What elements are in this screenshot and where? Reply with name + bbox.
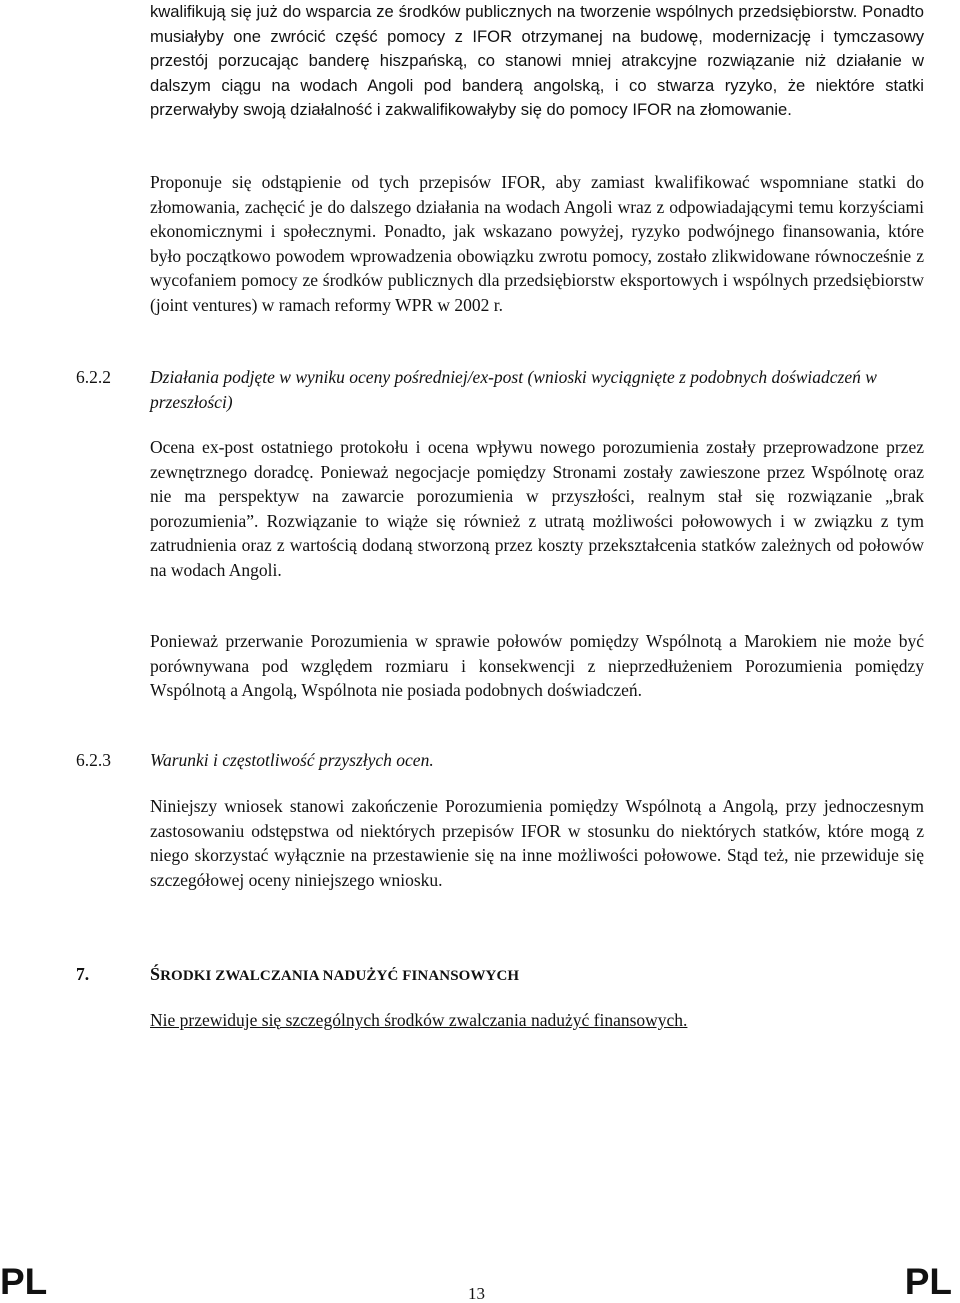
- page-number: 13: [468, 1284, 485, 1303]
- section-number-6-2-3: 6.2.3: [76, 750, 111, 770]
- anti-fraud-statement: Nie przewiduje się szczególnych środków zwalczania nadużyć finansowych.: [150, 1010, 688, 1030]
- footer-language-right: PL: [904, 1261, 952, 1302]
- section-title-7: [150, 962, 519, 989]
- section-number-6-2-2: 6.2.2: [76, 367, 111, 387]
- paragraph-future-evaluation: Niniejszy wniosek stanowi zakończenie Porozumienia pomiędzy Wspólnotą a Angolą, przy jednoczesnym zastosowaniu odstępstwa od niektórych przepisów IFOR w stosunku do niektórych statków, które mogą z niego skorzystać wyłącznie na przestawienie się na inne możliwości połowowe. Stąd też, nie przewiduje się szczegółowej oceny niniejszego wniosku.: [150, 796, 924, 890]
- section-title-7-initial: Ś: [150, 964, 161, 984]
- paragraph-morocco-comparison: Ponieważ przerwanie Porozumienia w sprawie połowów pomiędzy Wspólnotą a Marokiem nie może być porównywana pod względem rozmiaru i konsekwencji z nieprzedłużeniem Porozumienia pomiędzy Wspólnotą a Angolą, Wspólnota nie posiada podobnych doświadczeń.: [150, 631, 924, 700]
- paragraph-continuation: kwalifikują się już do wsparcia ze środków publicznych na tworzenie wspólnych przedsiębiorstw. Ponadto musiałyby one zwrócić część pomocy z IFOR otrzymanej na budowę, modernizację i tymczasowy przestój porzucając banderę hiszpańską, co stanowi mniej atrakcyjne rozwiązanie niż działanie w dalszym ciągu na wodach Angoli pod banderą angolską, i co stwarza ryzyko, że niektóre statki przerwałyby swoją działalność i zakwalifikowałyby się do pomocy IFOR na złomowanie.: [150, 2, 924, 119]
- paragraph-proposal: Proponuje się odstąpienie od tych przepisów IFOR, aby zamiast kwalifikować wspomniane statki do złomowania, zachęcić je do dalszego działania na wodach Angoli wraz z odpowiadającymi temu korzyściami ekonomicznymi i społecznymi. Ponadto, jak wskazano powyżej, ryzyko podwójnego finansowania, które było początkowo powodem wprowadzenia obowiązku zwrotu pomocy, zostało zlikwidowane równocześnie z wycofaniem pomocy ze środków publicznych dla przedsiębiorstw eksportowych i wspólnych przedsiębiorstw (joint ventures) w ramach reformy WPR w 2002 r.: [150, 172, 924, 315]
- section-title-6-2-3: Warunki i częstotliwość przyszłych ocen.: [150, 750, 434, 770]
- paragraph-ex-post-evaluation: Ocena ex-post ostatniego protokołu i ocena wpływu nowego porozumienia zostały przeprowadzone przez zewnętrznego doradcę. Ponieważ negocjacje pomiędzy Stronami zostały zawieszone przez Wspólnotę oraz nie ma perspektyw na zawarcie porozumienia w przyszłości, realnym stał się rozwiązanie „brak porozumienia”. Rozwiązanie to wiąże się również z utratą możliwości połowowych i w związku z tym zatrudnienia oraz z wartością dodaną stworzoną przez koszty przekształcenia statków zależnych od połowów na wodach Angoli.: [150, 437, 924, 580]
- section-title-6-2-2: Działania podjęte w wyniku oceny pośredniej/ex-post (wnioski wyciągnięte z podobnych doświadczeń w przeszłości): [150, 367, 877, 412]
- footer-language-left: PL: [0, 1261, 48, 1302]
- section-number-7: 7.: [76, 964, 90, 984]
- section-title-7-rest: RODKI ZWALCZANIA NADUŻYĆ FINANSOWYCH: [160, 968, 520, 984]
